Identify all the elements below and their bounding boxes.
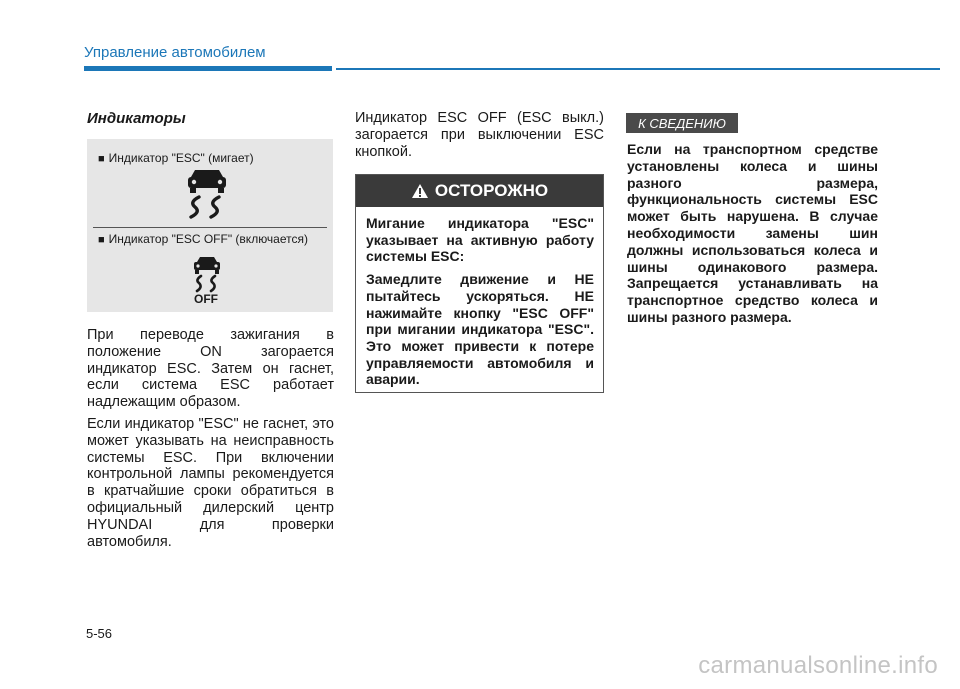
bullet-square-icon: ■ xyxy=(98,234,105,246)
watermark: carmanualsonline.info xyxy=(698,652,938,679)
paragraph-esc-off: Индикатор ESC OFF (ESC выкл.) загорается при выключении ESC кнопкой. xyxy=(355,110,604,160)
header-accent-bar xyxy=(84,66,332,71)
warning-paragraph: Замедлите движение и НЕ пытайтесь ускоряться. НЕ нажимайте кнопку "ESC OFF" при мигании индикатора "ESC". Это может привести к потере управляемости автомобиля и аварии. xyxy=(366,271,594,388)
note-badge: К СВЕДЕНИЮ xyxy=(626,113,738,133)
warning-paragraph: Мигание индикатора "ESC" указывает на активную работу системы ESC: xyxy=(366,215,594,265)
warning-header xyxy=(356,175,603,207)
warning-body xyxy=(366,215,594,388)
off-label: OFF xyxy=(194,292,218,306)
bullet-square-icon: ■ xyxy=(98,153,105,165)
indicator-label-esc-off: ■ Индикатор "ESC OFF" (включается) xyxy=(98,232,308,246)
section-title: Индикаторы xyxy=(87,110,186,127)
header-rule xyxy=(336,68,940,70)
warning-triangle-icon xyxy=(411,183,429,199)
paragraph-ignition: При переводе зажигания в положение ON загорается индикатор ESC. Затем он гаснет, если система ESC работает надлежащим образом. xyxy=(87,327,334,411)
indicator-divider xyxy=(93,227,327,228)
paragraph-esc-fault: Если индикатор "ESC" не гаснет, это может указывать на неисправность системы ESC. При включении контрольной лампы рекомендуется в кратчайшие сроки обратиться в официальный дилерский центр HYUNDAI для проверки автомобиля. xyxy=(87,416,334,550)
esc-off-indicator-icon xyxy=(188,255,226,293)
page-number: 5-56 xyxy=(86,626,113,641)
note-text: Если на транспортном средстве установлены колеса и шины разного размера, функциональность системы ESC может быть нарушена. В случае необходимости замены шин должны использоваться колеса и шины одинакового размера. Запрещается устанавливать на транспортное средство колеса и шины разного размера. xyxy=(627,141,878,325)
warning-box xyxy=(355,174,604,393)
indicator-panel xyxy=(87,139,333,312)
indicator-label-esc: ■ Индикатор "ESC" (мигает) xyxy=(98,151,254,165)
esc-indicator-icon xyxy=(179,167,235,219)
warning-title: ОСТОРОЖНО xyxy=(434,181,549,200)
chapter-title: Управление автомобилем xyxy=(84,44,266,61)
